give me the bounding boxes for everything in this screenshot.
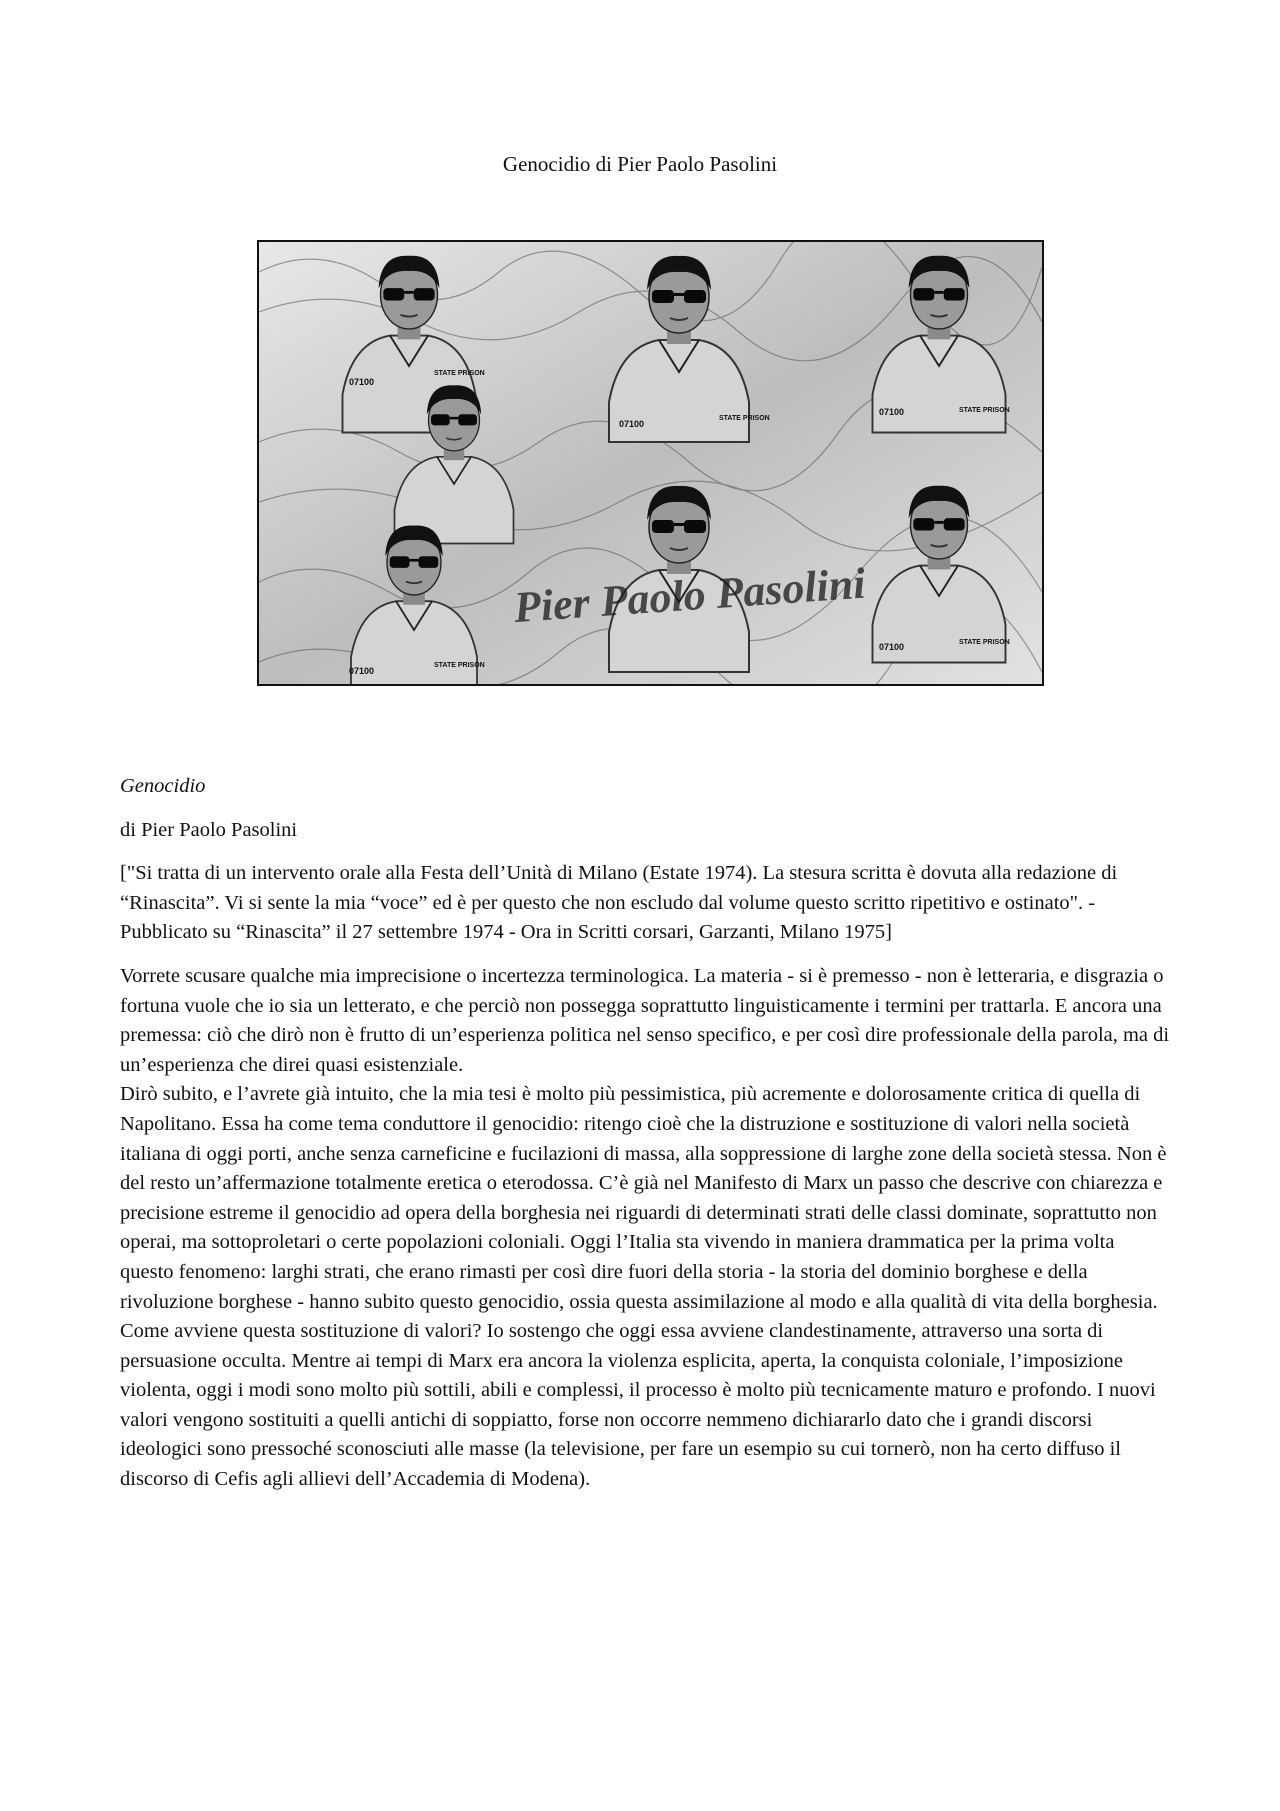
shirt-label-text: STATE PRISON [434, 662, 485, 669]
overlay-signature-text: Pier Paolo Pasolini [512, 558, 867, 633]
shirt-badge-text: 07100 [349, 666, 375, 676]
paragraph: Vorrete scusare qualche mia imprecisione o incertezza terminologica. La materia - si è premesso - non è letteraria, e disgrazia o fortuna vuole che io sia un letterato, e che perciò non possegga soprattutto linguisticamente i termini per trattarla. E ancora una premessa: ciò che dirò non è frutto di un’esperienza politica nel senso specifico, e per così dire professionale della parola, ma di un’esperienza che direi quasi esistenziale. [120, 964, 1170, 1076]
shirt-label-text: STATE PRISON [959, 407, 1010, 414]
shirt-label-text: STATE PRISON [719, 415, 770, 422]
source-note: ["Si tratta di un intervento orale alla Festa dell’Unità di Milano (Estate 1974). La stesura scritta è dovuta alla redazione di “Rinascita”. Vi si sente la mia “voce” ed è per questo che non escludo dal volume questo scritto ripetitivo e ostinato". - Pubblicato su “Rinascita” il 27 settembre 1974 - Ora in Scritti corsari, Garzanti, Milano 1975] [120, 862, 1118, 944]
document-body [120, 772, 1170, 1495]
byline: di Pier Paolo Pasolini [120, 818, 298, 841]
paragraph: Come avviene questa sostituzione di valori? Io sostengo che oggi essa avviene clandestinamente, attraverso una sorta di persuasione occulta. Mentre ai tempi di Marx era ancora la violenza esplicita, aperta, la conquista coloniale, l’imposizione violenta, oggi i modi sono molto più sottili, abili e complessi, il processo è molto più tecnicamente maturo e profondo. I nuovi valori vengono sostituiti a quelli antichi di soppiatto, forse non occorre nemmeno dichiararlo dato che i grandi discorsi ideologici sono pressoché sconosciuti alle masse (la televisione, per fare un esempio su cui tornerò, non ha certo diffuso il discorso di Cefis agli allievi dell’Accademia di Modena). [120, 1320, 1156, 1491]
page-title: Genocidio di Pier Paolo Pasolini [502, 152, 778, 176]
shirt-label-text: STATE PRISON [434, 370, 485, 377]
shirt-badge-text: 07100 [619, 419, 645, 429]
pasolini-collage-image [257, 240, 1044, 686]
document-heading: Genocidio [120, 775, 206, 797]
shirt-badge-text: 07100 [879, 642, 905, 652]
shirt-badge-text: 07100 [349, 377, 375, 387]
paragraph: Dirò subito, e l’avrete già intuito, che la mia tesi è molto più pessimistica, più acremente e dolorosamente critica di quella di Napolitano. Essa ha come tema conduttore il genocidio: ritengo cioè che la distruzione e sostituzione di valori nella società italiana di oggi porti, anche senza carneficine e fucilazioni di massa, alla soppressione di larghe zone della società stessa. Non è del resto un’affermazione totalmente eretica o eterodossa. C’è già nel Manifesto di Marx un passo che descrive con chiarezza e precisione estreme il genocidio ad opera della borghesia nei riguardi di determinati strati delle classi dominate, soprattutto non operai, ma sottoproletari o certe popolazioni coloniali. Oggi l’Italia sta vivendo in maniera drammatica per la prima volta questo fenomeno: larghi strati, che erano rimasti per così dire fuori della storia - la storia del dominio borghese e della rivoluzione borghese - hanno subito questo genocidio, ossia questa assimilazione al modo e alla qualità di vita della borghesia. [120, 1083, 1167, 1313]
shirt-badge-text: 07100 [879, 407, 905, 417]
shirt-label-text: STATE PRISON [959, 639, 1010, 646]
